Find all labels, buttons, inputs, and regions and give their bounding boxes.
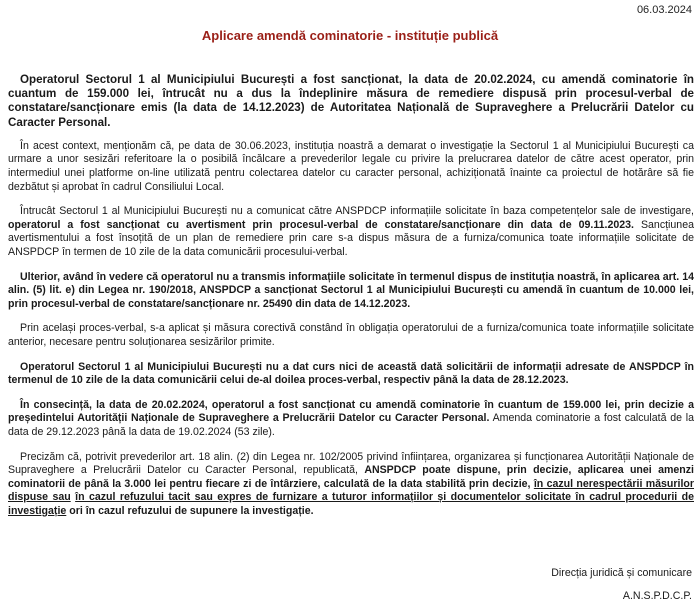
paragraph-noncompliance [8,361,694,388]
paragraph-consequence-bold: În consecință, la data de 20.02.2024, operatorul a fost sancționat cu amendă cominatorie în cuantum de 159.000 lei, prin decizie a președintelui Autorității Naționale de Supraveghere a Prelucrării Datelor cu Caracter Personal. [8,398,694,425]
paragraph-legal-basis-intro: Precizăm că, potrivit prevederilor art. 18 alin. (2) din Legea nr. 102/2005 privind înființarea, organizarea și funcționarea Autorității Naționale de Supraveghere a Prelucrării Datelor cu Caracter Personal, republicată, [8,450,694,477]
publication-date: 06.03.2024 [636,4,692,16]
article-body [8,73,694,529]
paragraph-legal-basis-underline-1: în cazul nerespectării măsurilor dispuse sau [8,477,695,504]
signature-institution: A.N.S.P.D.C.P. [622,590,692,602]
paragraph-consequence [8,399,694,440]
paragraph-legal-basis [8,451,694,519]
paragraph-noncompliance-bold: Operatorul Sectorul 1 al Municipiului București nu a dat curs nici de această dată solicitării de informații adresate de ANSPDCP în termenul de 10 zile de la data comunicării celui de-al doilea proces-verbal, respectiv până la data de 28.12.2023. [8,360,694,387]
paragraph-corrective-measure: Prin același proces-verbal, s-a aplicat și măsura corectivă constând în obligația operatorului de a furniza/comunica toate informațiile solicitate anterior, necesare pentru soluționarea sesizărilor primite. [8,322,694,348]
paragraph-legal-basis-underline-2: în cazul refuzului tacit sau expres de furnizare a tuturor informațiilor și documentelor solicitate în cadrul procedurii de investigație [8,491,694,517]
paragraph-legal-basis-bold: ANSPDCP poate dispune, prin decizie, aplicarea unei amenzi cominatorii de până la 3.000 lei pentru fiecare zi de întârziere, calculată de la data stabilită prin decizie, [8,464,694,490]
paragraph-warning [8,205,694,259]
paragraph-warning-intro: Întrucât Sectorul 1 al Municipiului București nu a comunicat către ANSPDCP informațiile solicitate în baza competențelor sale de investigare, [20,205,694,218]
signature-department: Direcția juridică și comunicare [551,567,692,579]
paragraph-first-fine [8,271,694,312]
paragraph-legal-basis-end: ori în cazul refuzului de supunere la investigație. [66,504,314,517]
paragraph-context: În acest context, menționăm că, pe data de 30.06.2023, instituția noastră a demarat o investigație la Sectorul 1 al Municipiului București ca urmare a unor sesizări referitoare la o posibilă încălcare a prevederilor legale cu privire la prelucrarea datelor de către acest operator, prin intermediul unei platforme on-line utilizată pentru colectarea datelor cu caracter personal, achiziționată înainte ca proiectul de hotărâre să fie dezbătut și aprobat în cadrul Consiliului Local. [8,139,694,193]
paragraph-consequence-rest: Amenda cominatorie a fost calculată de la data de 29.12.2023 până la data de 19.02.2024 (53 zile). [8,412,694,438]
lead-paragraph: Operatorul Sectorul 1 al Municipiului București a fost sancționat, la data de 20.02.2024, cu amendă cominatorie în cuantum de 159.000 lei, întrucât nu a dus la îndeplinire măsura de remediere dispusă prin procesul-verbal de constatare/sancționare emis (la data de 14.12.2023) de Autoritatea Națională de Supraveghere a Prelucrării Datelor cu Caracter Personal. [8,73,694,129]
page-title: Aplicare amendă cominatorie - instituție publică [201,28,499,43]
paragraph-first-fine-bold: Ulterior, având în vedere că operatorul nu a transmis informațiile solicitate în termenul dispus de instituția noastră, în aplicarea art. 14 alin. (5) lit. e) din Legea nr. 190/2018, ANSPDCP a sancționat Sectorul 1 al Municipiului București cu amendă în cuantum de 10.000 lei, prin procesul-verbal de constatare/sancționare nr. 25490 din data de 14.12.2023. [8,270,694,310]
paragraph-warning-rest: Sancțiunea avertismentului a fost însoțită de un plan de remediere prin care s-a dispus măsura de a furniza/comunica toate informațiile solicitate de ANSPDCP în termen de 10 zile de la data comunicării procesului-verbal. [8,218,694,258]
paragraph-warning-bold: operatorul a fost sancționat cu avertisment prin procesul-verbal de constatare/sancționare din data de 09.11.2023. [8,218,634,231]
